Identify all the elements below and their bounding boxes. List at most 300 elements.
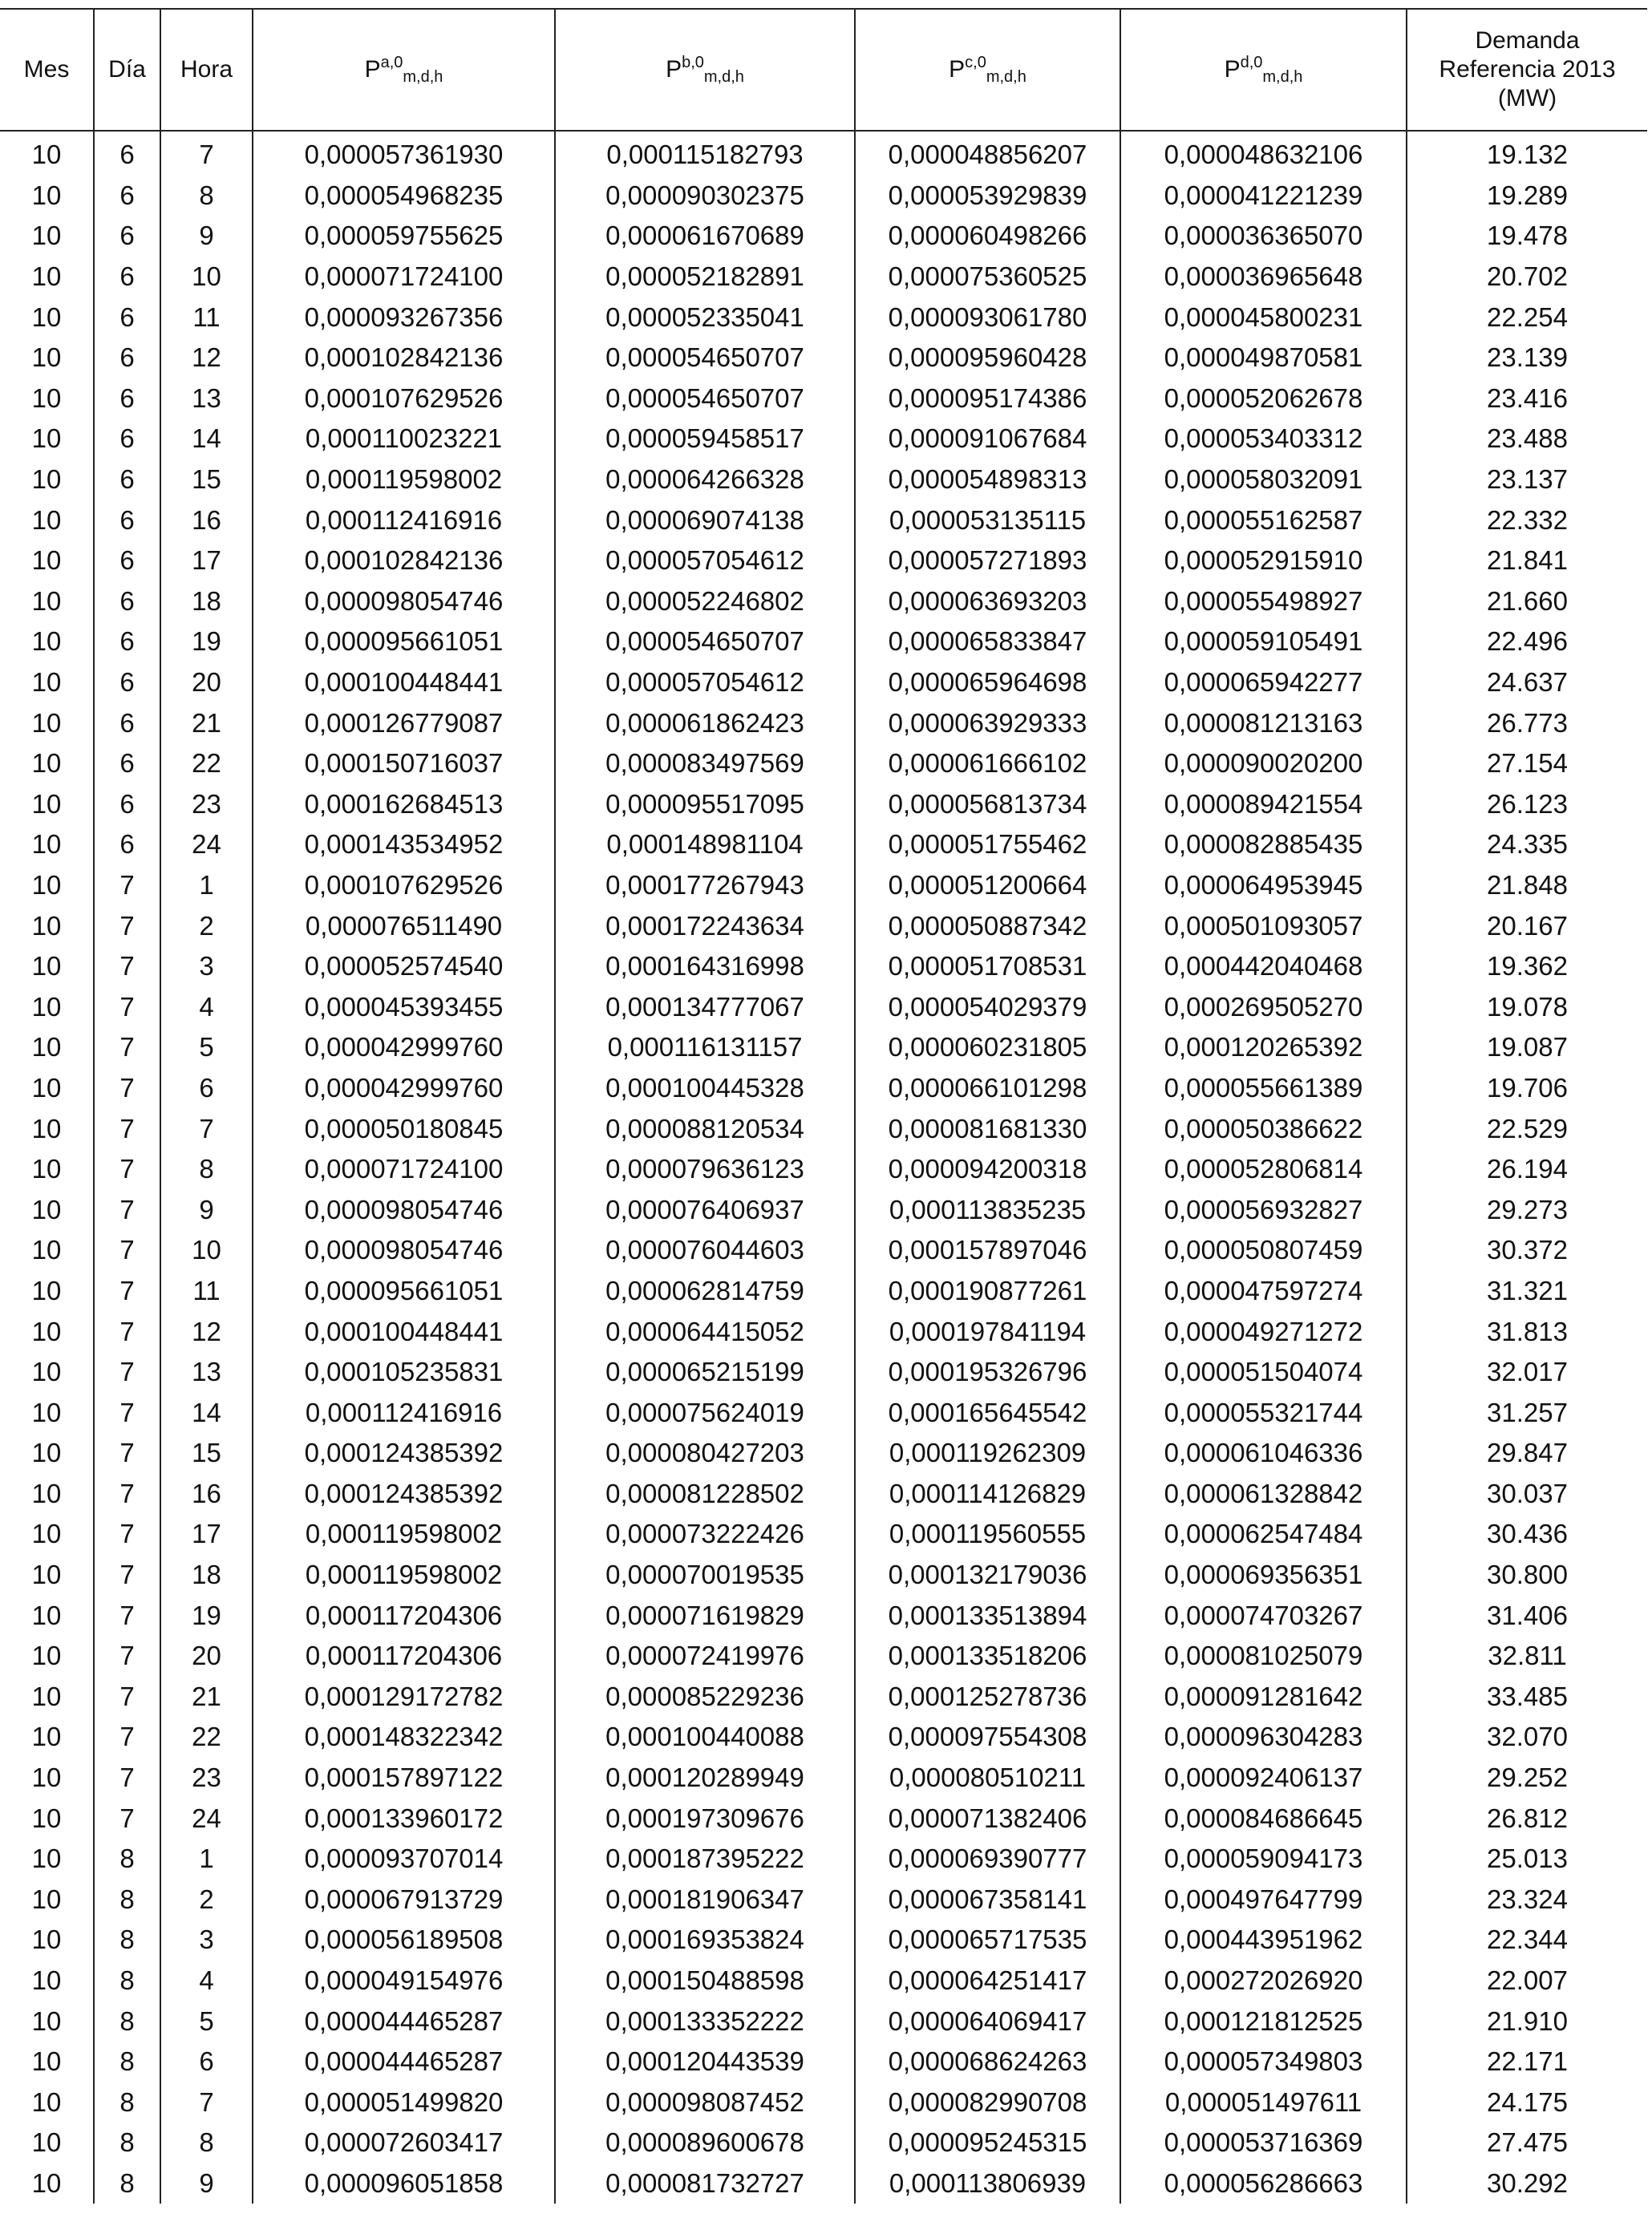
- cell-mes: 10: [31, 1884, 62, 1914]
- cell-pd: 0,000121812525: [1120, 2001, 1407, 2042]
- cell-hora: 9: [160, 2163, 253, 2204]
- table-row: [0, 1068, 1647, 1109]
- cell-demanda: 26.773: [1407, 702, 1647, 743]
- cell-demanda: 21.848: [1407, 865, 1647, 906]
- cell-mes: 10: [31, 382, 62, 413]
- cell-demanda: 24.175: [1407, 2082, 1647, 2123]
- table-row: [0, 1108, 1647, 1149]
- cell-hora: 22: [160, 1717, 253, 1758]
- cell-mes: 10: [31, 1072, 62, 1103]
- cell-pb: 0,000057054612: [555, 540, 855, 581]
- cell-mes: 10: [31, 748, 62, 779]
- cell-demanda: 21.910: [1407, 2001, 1647, 2042]
- cell-pc: 0,000091067684: [855, 419, 1120, 459]
- cell-pd: 0,000497647799: [1120, 1880, 1407, 1920]
- cell-pb: 0,000090302375: [555, 176, 855, 217]
- cell-mes: 10: [31, 1844, 62, 1874]
- table-row: [0, 865, 1647, 906]
- cell-hora: 16: [160, 500, 253, 540]
- cell-pb: 0,000169353824: [555, 1920, 855, 1961]
- cell-pb: 0,000076406937: [555, 1189, 855, 1230]
- cell-hora: 24: [160, 824, 253, 865]
- cell-pa: 0,000105235831: [253, 1352, 555, 1393]
- cell-mes: 10: [31, 951, 62, 981]
- table-row: [0, 1798, 1647, 1839]
- cell-hora: 24: [160, 1798, 253, 1839]
- cell-pb: 0,000052182891: [555, 257, 855, 297]
- cell-pa: 0,000126779087: [253, 702, 555, 743]
- cell-pd: 0,000049870581: [1120, 338, 1407, 378]
- cell-pd: 0,000090020200: [1120, 743, 1407, 784]
- cell-pc: 0,000133513894: [855, 1595, 1120, 1636]
- cell-pd: 0,000074703267: [1120, 1595, 1407, 1636]
- cell-pa: 0,000133960172: [253, 1798, 555, 1839]
- cell-mes: 10: [31, 302, 62, 332]
- table-row: [0, 824, 1647, 865]
- cell-pb: 0,000095517095: [555, 784, 855, 825]
- cell-pb: 0,000120289949: [555, 1758, 855, 1799]
- table-row: [0, 216, 1647, 257]
- cell-pc: 0,000064069417: [855, 2001, 1120, 2042]
- cell-hora: 6: [160, 1068, 253, 1109]
- cell-pb: 0,000089600678: [555, 2123, 855, 2163]
- cell-mes: 10: [31, 1275, 62, 1305]
- cell-pa: 0,000076511490: [253, 905, 555, 946]
- cell-hora: 2: [160, 905, 253, 946]
- cell-demanda: 32.017: [1407, 1352, 1647, 1393]
- cell-pc: 0,000060498266: [855, 216, 1120, 257]
- cell-pd: 0,000056932827: [1120, 1189, 1407, 1230]
- cell-pc: 0,000114126829: [855, 1474, 1120, 1515]
- cell-dia: 7: [94, 1798, 160, 1839]
- header-pd-sub: m,d,h: [1262, 68, 1303, 86]
- cell-pc: 0,000080510211: [855, 1758, 1120, 1799]
- table-row: [0, 2082, 1647, 2123]
- table-row: [0, 1474, 1647, 1515]
- cell-pa: 0,000095661051: [253, 621, 555, 662]
- table-row: [0, 986, 1647, 1027]
- table-row: [0, 1392, 1647, 1433]
- header-pa-sup: a,0: [380, 54, 403, 71]
- cell-pb: 0,000052246802: [555, 581, 855, 622]
- cell-pd: 0,000269505270: [1120, 986, 1407, 1027]
- cell-dia: 8: [94, 2123, 160, 2163]
- cell-pc: 0,000113806939: [855, 2163, 1120, 2204]
- header-hora: Hora: [160, 9, 253, 131]
- cell-dia: 7: [94, 1392, 160, 1433]
- cell-mes: 10: [31, 2046, 62, 2077]
- cell-hora: 6: [160, 2042, 253, 2082]
- cell-pa: 0,000049154976: [253, 1961, 555, 2001]
- cell-pb: 0,000079636123: [555, 1149, 855, 1190]
- cell-demanda: 32.070: [1407, 1717, 1647, 1758]
- cell-pc: 0,000066101298: [855, 1068, 1120, 1109]
- cell-demanda: 19.706: [1407, 1068, 1647, 1109]
- header-demanda-line3: (MW): [1497, 85, 1557, 111]
- cell-demanda: 31.406: [1407, 1595, 1647, 1636]
- cell-hora: 19: [160, 1595, 253, 1636]
- cell-pb: 0,000197309676: [555, 1798, 855, 1839]
- table-row: [0, 1880, 1647, 1920]
- cell-pb: 0,000065215199: [555, 1352, 855, 1393]
- cell-dia: 6: [94, 743, 160, 784]
- table-row: [0, 297, 1647, 338]
- cell-demanda: 26.812: [1407, 1798, 1647, 1839]
- cell-demanda: 22.332: [1407, 500, 1647, 540]
- cell-pb: 0,000085229236: [555, 1677, 855, 1718]
- cell-pa: 0,000093707014: [253, 1839, 555, 1880]
- table-row: [0, 1961, 1647, 2001]
- cell-dia: 6: [94, 378, 160, 419]
- table-row: [0, 1352, 1647, 1393]
- cell-hora: 10: [160, 257, 253, 297]
- cell-demanda: 23.137: [1407, 459, 1647, 500]
- header-dia: Día: [94, 9, 160, 131]
- cell-pd: 0,000081025079: [1120, 1636, 1407, 1677]
- cell-pa: 0,000051499820: [253, 2082, 555, 2123]
- cell-pc: 0,000063929333: [855, 702, 1120, 743]
- header-demanda-line2: Referencia 2013: [1439, 56, 1616, 83]
- cell-pc: 0,000050887342: [855, 905, 1120, 946]
- cell-pa: 0,000044465287: [253, 2042, 555, 2082]
- cell-pd: 0,000059105491: [1120, 621, 1407, 662]
- cell-pd: 0,000061328842: [1120, 1474, 1407, 1515]
- cell-mes: 10: [31, 1478, 62, 1508]
- table-row: [0, 378, 1647, 419]
- cell-pc: 0,000113835235: [855, 1189, 1120, 1230]
- cell-mes: 10: [31, 626, 62, 657]
- cell-pb: 0,000057054612: [555, 662, 855, 703]
- header-pd-sup: d,0: [1240, 54, 1263, 71]
- cell-pa: 0,000042999760: [253, 1068, 555, 1109]
- cell-pa: 0,000112416916: [253, 1392, 555, 1433]
- cell-pa: 0,000100448441: [253, 1311, 555, 1352]
- cell-dia: 7: [94, 1677, 160, 1718]
- cell-pd: 0,000056286663: [1120, 2163, 1407, 2204]
- cell-hora: 11: [160, 1271, 253, 1312]
- cell-dia: 7: [94, 1555, 160, 1596]
- cell-pd: 0,000050807459: [1120, 1230, 1407, 1271]
- cell-pc: 0,000119262309: [855, 1433, 1120, 1474]
- cell-dia: 7: [94, 1474, 160, 1515]
- cell-pa: 0,000059755625: [253, 216, 555, 257]
- cell-dia: 7: [94, 946, 160, 987]
- cell-pc: 0,000057271893: [855, 540, 1120, 581]
- cell-hora: 14: [160, 419, 253, 459]
- cell-mes: 10: [31, 1235, 62, 1265]
- table-row: [0, 1595, 1647, 1636]
- cell-dia: 6: [94, 621, 160, 662]
- cell-mes: 10: [31, 1154, 62, 1184]
- cell-demanda: 21.660: [1407, 581, 1647, 622]
- cell-mes: 10: [31, 1803, 62, 1833]
- cell-dia: 7: [94, 1717, 160, 1758]
- cell-mes: 10: [31, 1316, 62, 1346]
- table-row: [0, 540, 1647, 581]
- cell-pa: 0,000102842136: [253, 540, 555, 581]
- cell-pb: 0,000181906347: [555, 1880, 855, 1920]
- cell-demanda: 27.154: [1407, 743, 1647, 784]
- cell-pa: 0,000102842136: [253, 338, 555, 378]
- cell-demanda: 22.344: [1407, 1920, 1647, 1961]
- table-row: [0, 1839, 1647, 1880]
- cell-demanda: 24.335: [1407, 824, 1647, 865]
- cell-pa: 0,000045393455: [253, 986, 555, 1027]
- cell-mes: 10: [31, 342, 62, 373]
- cell-pb: 0,000069074138: [555, 500, 855, 540]
- cell-hora: 19: [160, 621, 253, 662]
- cell-pa: 0,000050180845: [253, 1108, 555, 1149]
- cell-pb: 0,000064415052: [555, 1311, 855, 1352]
- cell-demanda: 23.416: [1407, 378, 1647, 419]
- cell-pc: 0,000125278736: [855, 1677, 1120, 1718]
- cell-hora: 7: [160, 2082, 253, 2123]
- cell-pa: 0,000054968235: [253, 176, 555, 217]
- cell-pb: 0,000187395222: [555, 1839, 855, 1880]
- cell-pc: 0,000195326796: [855, 1352, 1120, 1393]
- cell-pa: 0,000093267356: [253, 297, 555, 338]
- cell-pb: 0,000062814759: [555, 1271, 855, 1312]
- header-demanda-line1: Demanda: [1475, 27, 1580, 54]
- cell-pb: 0,000052335041: [555, 297, 855, 338]
- cell-pc: 0,000119560555: [855, 1514, 1120, 1555]
- cell-hora: 17: [160, 540, 253, 581]
- table-row: [0, 2042, 1647, 2082]
- header-pc: [855, 9, 1120, 131]
- cell-pb: 0,000071619829: [555, 1595, 855, 1636]
- cell-pb: 0,000061862423: [555, 702, 855, 743]
- cell-dia: 6: [94, 702, 160, 743]
- cell-pd: 0,000048632106: [1120, 131, 1407, 176]
- cell-pb: 0,000081732727: [555, 2163, 855, 2204]
- cell-pc: 0,000065833847: [855, 621, 1120, 662]
- cell-pa: 0,000124385392: [253, 1474, 555, 1515]
- cell-pa: 0,000119598002: [253, 1555, 555, 1596]
- cell-hora: 20: [160, 1636, 253, 1677]
- cell-pd: 0,000055321744: [1120, 1392, 1407, 1433]
- cell-mes: 10: [31, 2167, 62, 2198]
- cell-dia: 8: [94, 2082, 160, 2123]
- cell-pd: 0,000082885435: [1120, 824, 1407, 865]
- cell-mes: 10: [31, 504, 62, 535]
- cell-pa: 0,000098054746: [253, 1189, 555, 1230]
- cell-pa: 0,000129172782: [253, 1677, 555, 1718]
- cell-pc: 0,000095960428: [855, 338, 1120, 378]
- cell-dia: 7: [94, 905, 160, 946]
- cell-dia: 7: [94, 1636, 160, 1677]
- cell-pc: 0,000081681330: [855, 1108, 1120, 1149]
- cell-mes: 10: [31, 180, 62, 210]
- cell-pd: 0,000052915910: [1120, 540, 1407, 581]
- cell-mes: 10: [31, 261, 62, 292]
- cell-demanda: 30.436: [1407, 1514, 1647, 1555]
- table-row: [0, 1514, 1647, 1555]
- cell-dia: 6: [94, 257, 160, 297]
- cell-hora: 8: [160, 2123, 253, 2163]
- cell-pa: 0,000117204306: [253, 1595, 555, 1636]
- table-row: [0, 1555, 1647, 1596]
- cell-pc: 0,000060231805: [855, 1027, 1120, 1068]
- cell-mes: 10: [31, 2005, 62, 2036]
- cell-demanda: 26.123: [1407, 784, 1647, 825]
- cell-mes: 10: [31, 1397, 62, 1427]
- cell-pd: 0,000443951962: [1120, 1920, 1407, 1961]
- cell-hora: 4: [160, 986, 253, 1027]
- cell-mes: 10: [31, 1519, 62, 1549]
- cell-pa: 0,000096051858: [253, 2163, 555, 2204]
- cell-pd: 0,000057349803: [1120, 2042, 1407, 2082]
- table-row: [0, 581, 1647, 622]
- cell-demanda: 30.037: [1407, 1474, 1647, 1515]
- cell-dia: 8: [94, 2163, 160, 2204]
- cell-dia: 8: [94, 1839, 160, 1880]
- cell-pb: 0,000075624019: [555, 1392, 855, 1433]
- table-body: [0, 131, 1647, 2204]
- cell-dia: 8: [94, 2001, 160, 2042]
- cell-demanda: 32.811: [1407, 1636, 1647, 1677]
- cell-dia: 6: [94, 216, 160, 257]
- cell-hora: 14: [160, 1392, 253, 1433]
- table-row: [0, 176, 1647, 217]
- cell-hora: 7: [160, 131, 253, 176]
- table-row: [0, 1311, 1647, 1352]
- cell-mes: 10: [31, 869, 62, 900]
- header-pb: [555, 9, 855, 131]
- cell-hora: 15: [160, 1433, 253, 1474]
- header-pa-base: P: [364, 56, 381, 83]
- cell-mes: 10: [31, 1722, 62, 1752]
- cell-hora: 23: [160, 784, 253, 825]
- cell-pd: 0,000069356351: [1120, 1555, 1407, 1596]
- cell-hora: 12: [160, 338, 253, 378]
- cell-pa: 0,000162684513: [253, 784, 555, 825]
- cell-dia: 6: [94, 459, 160, 500]
- cell-pc: 0,000048856207: [855, 131, 1120, 176]
- cell-pb: 0,000098087452: [555, 2082, 855, 2123]
- cell-dia: 7: [94, 1311, 160, 1352]
- cell-pc: 0,000069390777: [855, 1839, 1120, 1880]
- cell-hora: 9: [160, 1189, 253, 1230]
- cell-pd: 0,000047597274: [1120, 1271, 1407, 1312]
- cell-dia: 6: [94, 338, 160, 378]
- cell-pa: 0,000071724100: [253, 1149, 555, 1190]
- cell-hora: 5: [160, 2001, 253, 2042]
- cell-dia: 6: [94, 824, 160, 865]
- cell-pb: 0,000172243634: [555, 905, 855, 946]
- cell-pd: 0,000041221239: [1120, 176, 1407, 217]
- cell-pd: 0,000059094173: [1120, 1839, 1407, 1880]
- cell-pd: 0,000055498927: [1120, 581, 1407, 622]
- cell-dia: 8: [94, 1961, 160, 2001]
- cell-hora: 15: [160, 459, 253, 500]
- cell-pb: 0,000100440088: [555, 1717, 855, 1758]
- cell-pd: 0,000051504074: [1120, 1352, 1407, 1393]
- cell-pb: 0,000088120534: [555, 1108, 855, 1149]
- cell-hora: 8: [160, 176, 253, 217]
- cell-pc: 0,000064251417: [855, 1961, 1120, 2001]
- cell-pc: 0,000165645542: [855, 1392, 1120, 1433]
- cell-pb: 0,000116131157: [555, 1027, 855, 1068]
- cell-mes: 10: [31, 2127, 62, 2158]
- cell-pc: 0,000053929839: [855, 176, 1120, 217]
- cell-demanda: 20.702: [1407, 257, 1647, 297]
- cell-pa: 0,000117204306: [253, 1636, 555, 1677]
- cell-demanda: 19.087: [1407, 1027, 1647, 1068]
- table-row: [0, 1027, 1647, 1068]
- cell-demanda: 23.139: [1407, 338, 1647, 378]
- cell-pd: 0,000036965648: [1120, 257, 1407, 297]
- cell-mes: 10: [31, 2086, 62, 2117]
- cell-demanda: 19.132: [1407, 131, 1647, 176]
- cell-pd: 0,000049271272: [1120, 1311, 1407, 1352]
- cell-demanda: 23.324: [1407, 1880, 1647, 1920]
- cell-pc: 0,000157897046: [855, 1230, 1120, 1271]
- cell-pa: 0,000042999760: [253, 1027, 555, 1068]
- table-row: [0, 784, 1647, 825]
- cell-hora: 21: [160, 1677, 253, 1718]
- header-pa: [253, 9, 555, 131]
- table-row: [0, 1920, 1647, 1961]
- cell-hora: 2: [160, 1880, 253, 1920]
- cell-mes: 10: [31, 667, 62, 698]
- cell-pc: 0,000094200318: [855, 1149, 1120, 1190]
- cell-pd: 0,000055162587: [1120, 500, 1407, 540]
- cell-pd: 0,000065942277: [1120, 662, 1407, 703]
- cell-mes: 10: [31, 991, 62, 1022]
- cell-pa: 0,000095661051: [253, 1271, 555, 1312]
- cell-demanda: 19.362: [1407, 946, 1647, 987]
- cell-dia: 6: [94, 419, 160, 459]
- cell-pd: 0,000092406137: [1120, 1758, 1407, 1799]
- cell-pc: 0,000093061780: [855, 297, 1120, 338]
- cell-pa: 0,000100448441: [253, 662, 555, 703]
- cell-hora: 8: [160, 1149, 253, 1190]
- cell-pb: 0,000115182793: [555, 131, 855, 176]
- cell-pb: 0,000083497569: [555, 743, 855, 784]
- cell-mes: 10: [31, 423, 62, 454]
- table-row: [0, 2001, 1647, 2042]
- cell-mes: 10: [31, 585, 62, 616]
- cell-pa: 0,000056189508: [253, 1920, 555, 1961]
- header-pd-base: P: [1224, 56, 1241, 83]
- table-row: [0, 1677, 1647, 1718]
- cell-pb: 0,000133352222: [555, 2001, 855, 2042]
- cell-pa: 0,000107629526: [253, 865, 555, 906]
- cell-pd: 0,000089421554: [1120, 784, 1407, 825]
- table-row: [0, 338, 1647, 378]
- cell-pa: 0,000143534952: [253, 824, 555, 865]
- cell-dia: 7: [94, 986, 160, 1027]
- table-row: [0, 257, 1647, 297]
- cell-pd: 0,000084686645: [1120, 1798, 1407, 1839]
- cell-pb: 0,000120443539: [555, 2042, 855, 2082]
- cell-dia: 7: [94, 1433, 160, 1474]
- cell-pa: 0,000098054746: [253, 581, 555, 622]
- cell-dia: 8: [94, 1880, 160, 1920]
- cell-pb: 0,000072419976: [555, 1636, 855, 1677]
- cell-pc: 0,000068624263: [855, 2042, 1120, 2082]
- cell-pa: 0,000150716037: [253, 743, 555, 784]
- cell-mes: 10: [31, 1032, 62, 1062]
- cell-pc: 0,000082990708: [855, 2082, 1120, 2123]
- cell-pd: 0,000442040468: [1120, 946, 1407, 987]
- cell-pa: 0,000112416916: [253, 500, 555, 540]
- cell-demanda: 22.171: [1407, 2042, 1647, 2082]
- table-row: [0, 2163, 1647, 2204]
- cell-dia: 6: [94, 297, 160, 338]
- cell-pb: 0,000073222426: [555, 1514, 855, 1555]
- cell-demanda: 29.273: [1407, 1189, 1647, 1230]
